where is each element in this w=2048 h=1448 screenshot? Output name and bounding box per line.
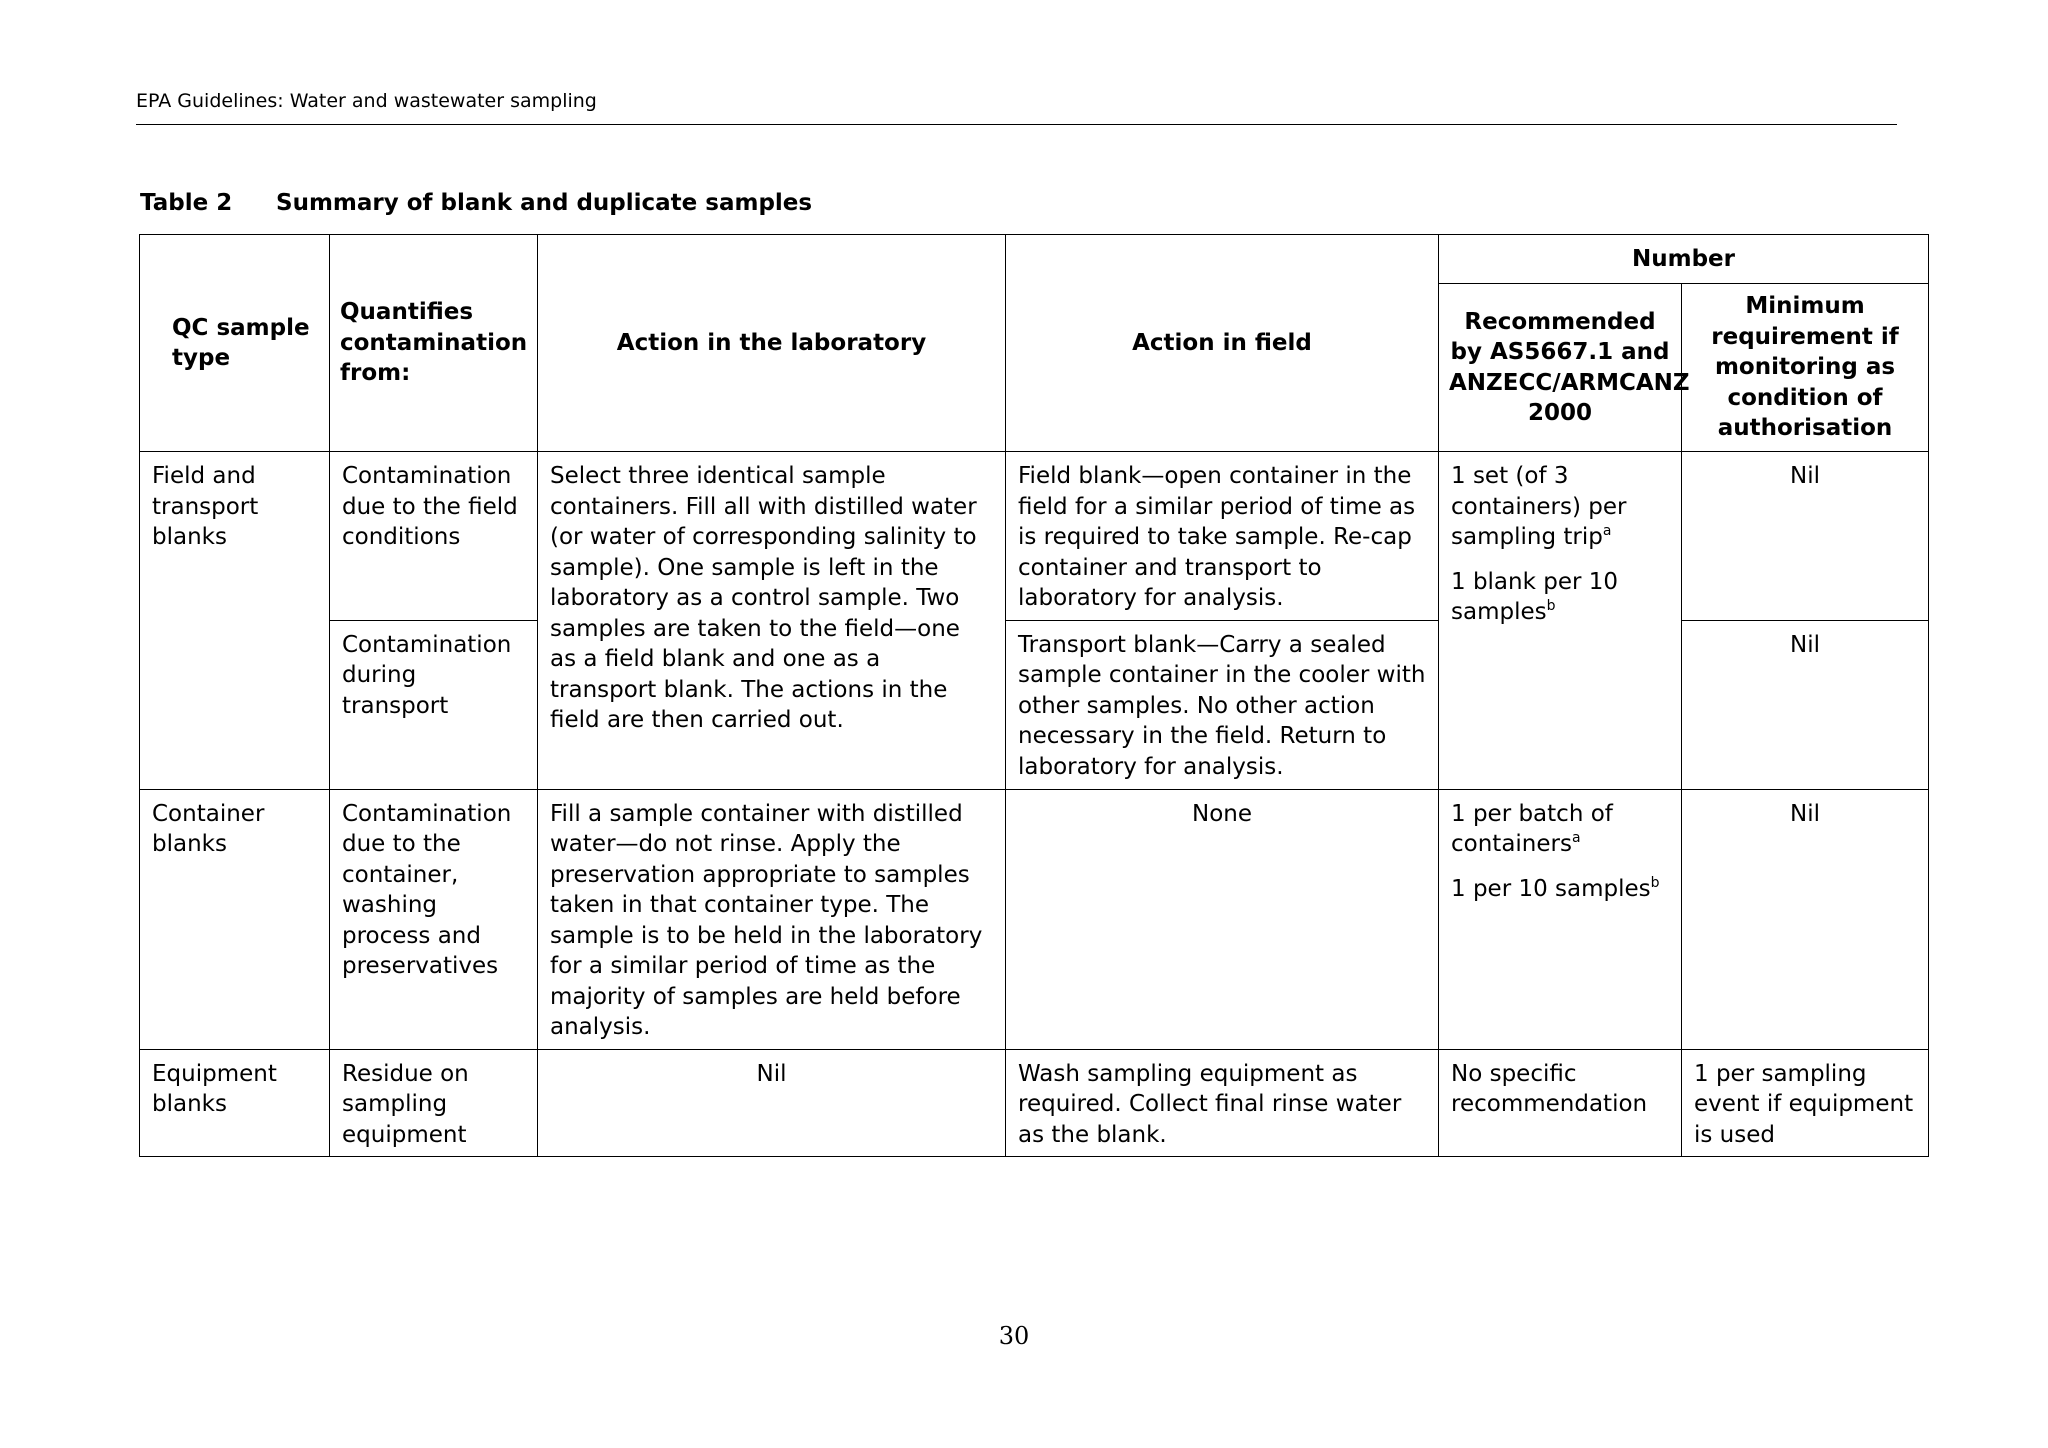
- cell-qc-type: Container blanks: [140, 789, 330, 1049]
- cell-action-lab: Nil: [538, 1049, 1006, 1157]
- cell-recommended: No specific recommendation: [1439, 1049, 1682, 1157]
- cell-recommended: [1439, 452, 1682, 790]
- cell-action-field: Field blank—open container in the field for a similar period of time as is required to take sample. Re-cap container and transport to laboratory for analysis.: [1006, 452, 1439, 621]
- cell-minimum: Nil: [1682, 452, 1929, 621]
- cell-action-field: None: [1006, 789, 1439, 1049]
- table-row: [140, 452, 1929, 621]
- cell-minimum: 1 per sampling event if equipment is used: [1682, 1049, 1929, 1157]
- header-qc-sample-type: QC sample type: [140, 235, 330, 452]
- table-caption: [140, 190, 812, 216]
- cell-qc-type: Equipment blanks: [140, 1049, 330, 1157]
- page-number: 30: [998, 1322, 1030, 1350]
- table-number: Table 2: [140, 190, 233, 216]
- recommended-line: 1 per batch of containers$^a$: [1451, 800, 1613, 857]
- table-row: [140, 1049, 1929, 1157]
- cell-qc-type: Field and transport blanks: [140, 452, 330, 790]
- footnote-marker: a: [1571, 830, 1581, 846]
- recommended-line: 1 set (of 3 containers) per sampling trip$^a$: [1451, 463, 1627, 550]
- header-quantifies: Quantifies contamination from:: [330, 235, 538, 452]
- header-minimum: Minimum requirement if monitoring as condition of authorisation: [1682, 284, 1929, 452]
- header-number: Number: [1439, 235, 1929, 284]
- cell-recommended: [1439, 789, 1682, 1049]
- table-title: Summary of blank and duplicate samples: [276, 190, 813, 216]
- footnote-marker: a: [1602, 523, 1612, 539]
- running-header: EPA Guidelines: Water and wastewater sampling: [136, 90, 1897, 125]
- qc-summary-table: [139, 234, 1929, 1157]
- cell-action-field: Wash sampling equipment as required. Collect final rinse water as the blank.: [1006, 1049, 1439, 1157]
- cell-action-lab: Select three identical sample containers. Fill all with distilled water (or water of corresponding salinity to sample). One sample is left in the laboratory as a control sample. Two samples are taken to the field—one as a field blank and one as a transport blank. The actions in the field are then carried out.: [538, 452, 1006, 790]
- header-recommended: Recommended by AS5667.1 and ANZECC/ARMCANZ 2000: [1439, 284, 1682, 452]
- footnote-marker: b: [1546, 598, 1556, 614]
- cell-action-field: Transport blank—Carry a sealed sample container in the cooler with other samples. No other action necessary in the field. Return to laboratory for analysis.: [1006, 620, 1439, 789]
- cell-action-lab: Fill a sample container with distilled water—do not rinse. Apply the preservation appropriate to samples taken in that container type. The sample is to be held in the laboratory for a similar period of time as the majority of samples are held before analysis.: [538, 789, 1006, 1049]
- recommended-line: 1 per 10 samples$^b$: [1451, 874, 1660, 902]
- header-action-lab: Action in the laboratory: [538, 235, 1006, 452]
- cell-quantifies: Contamination due to the field conditions: [330, 452, 538, 621]
- recommended-line: 1 blank per 10 samples$^b$: [1451, 568, 1619, 625]
- cell-quantifies: Residue on sampling equipment: [330, 1049, 538, 1157]
- table-row: [140, 789, 1929, 1049]
- cell-minimum: Nil: [1682, 789, 1929, 1049]
- footnote-marker: b: [1650, 874, 1660, 891]
- cell-minimum: Nil: [1682, 620, 1929, 789]
- header-action-field: Action in field: [1006, 235, 1439, 452]
- cell-quantifies: Contamination during transport: [330, 620, 538, 789]
- cell-quantifies: Contamination due to the container, washing process and preservatives: [330, 789, 538, 1049]
